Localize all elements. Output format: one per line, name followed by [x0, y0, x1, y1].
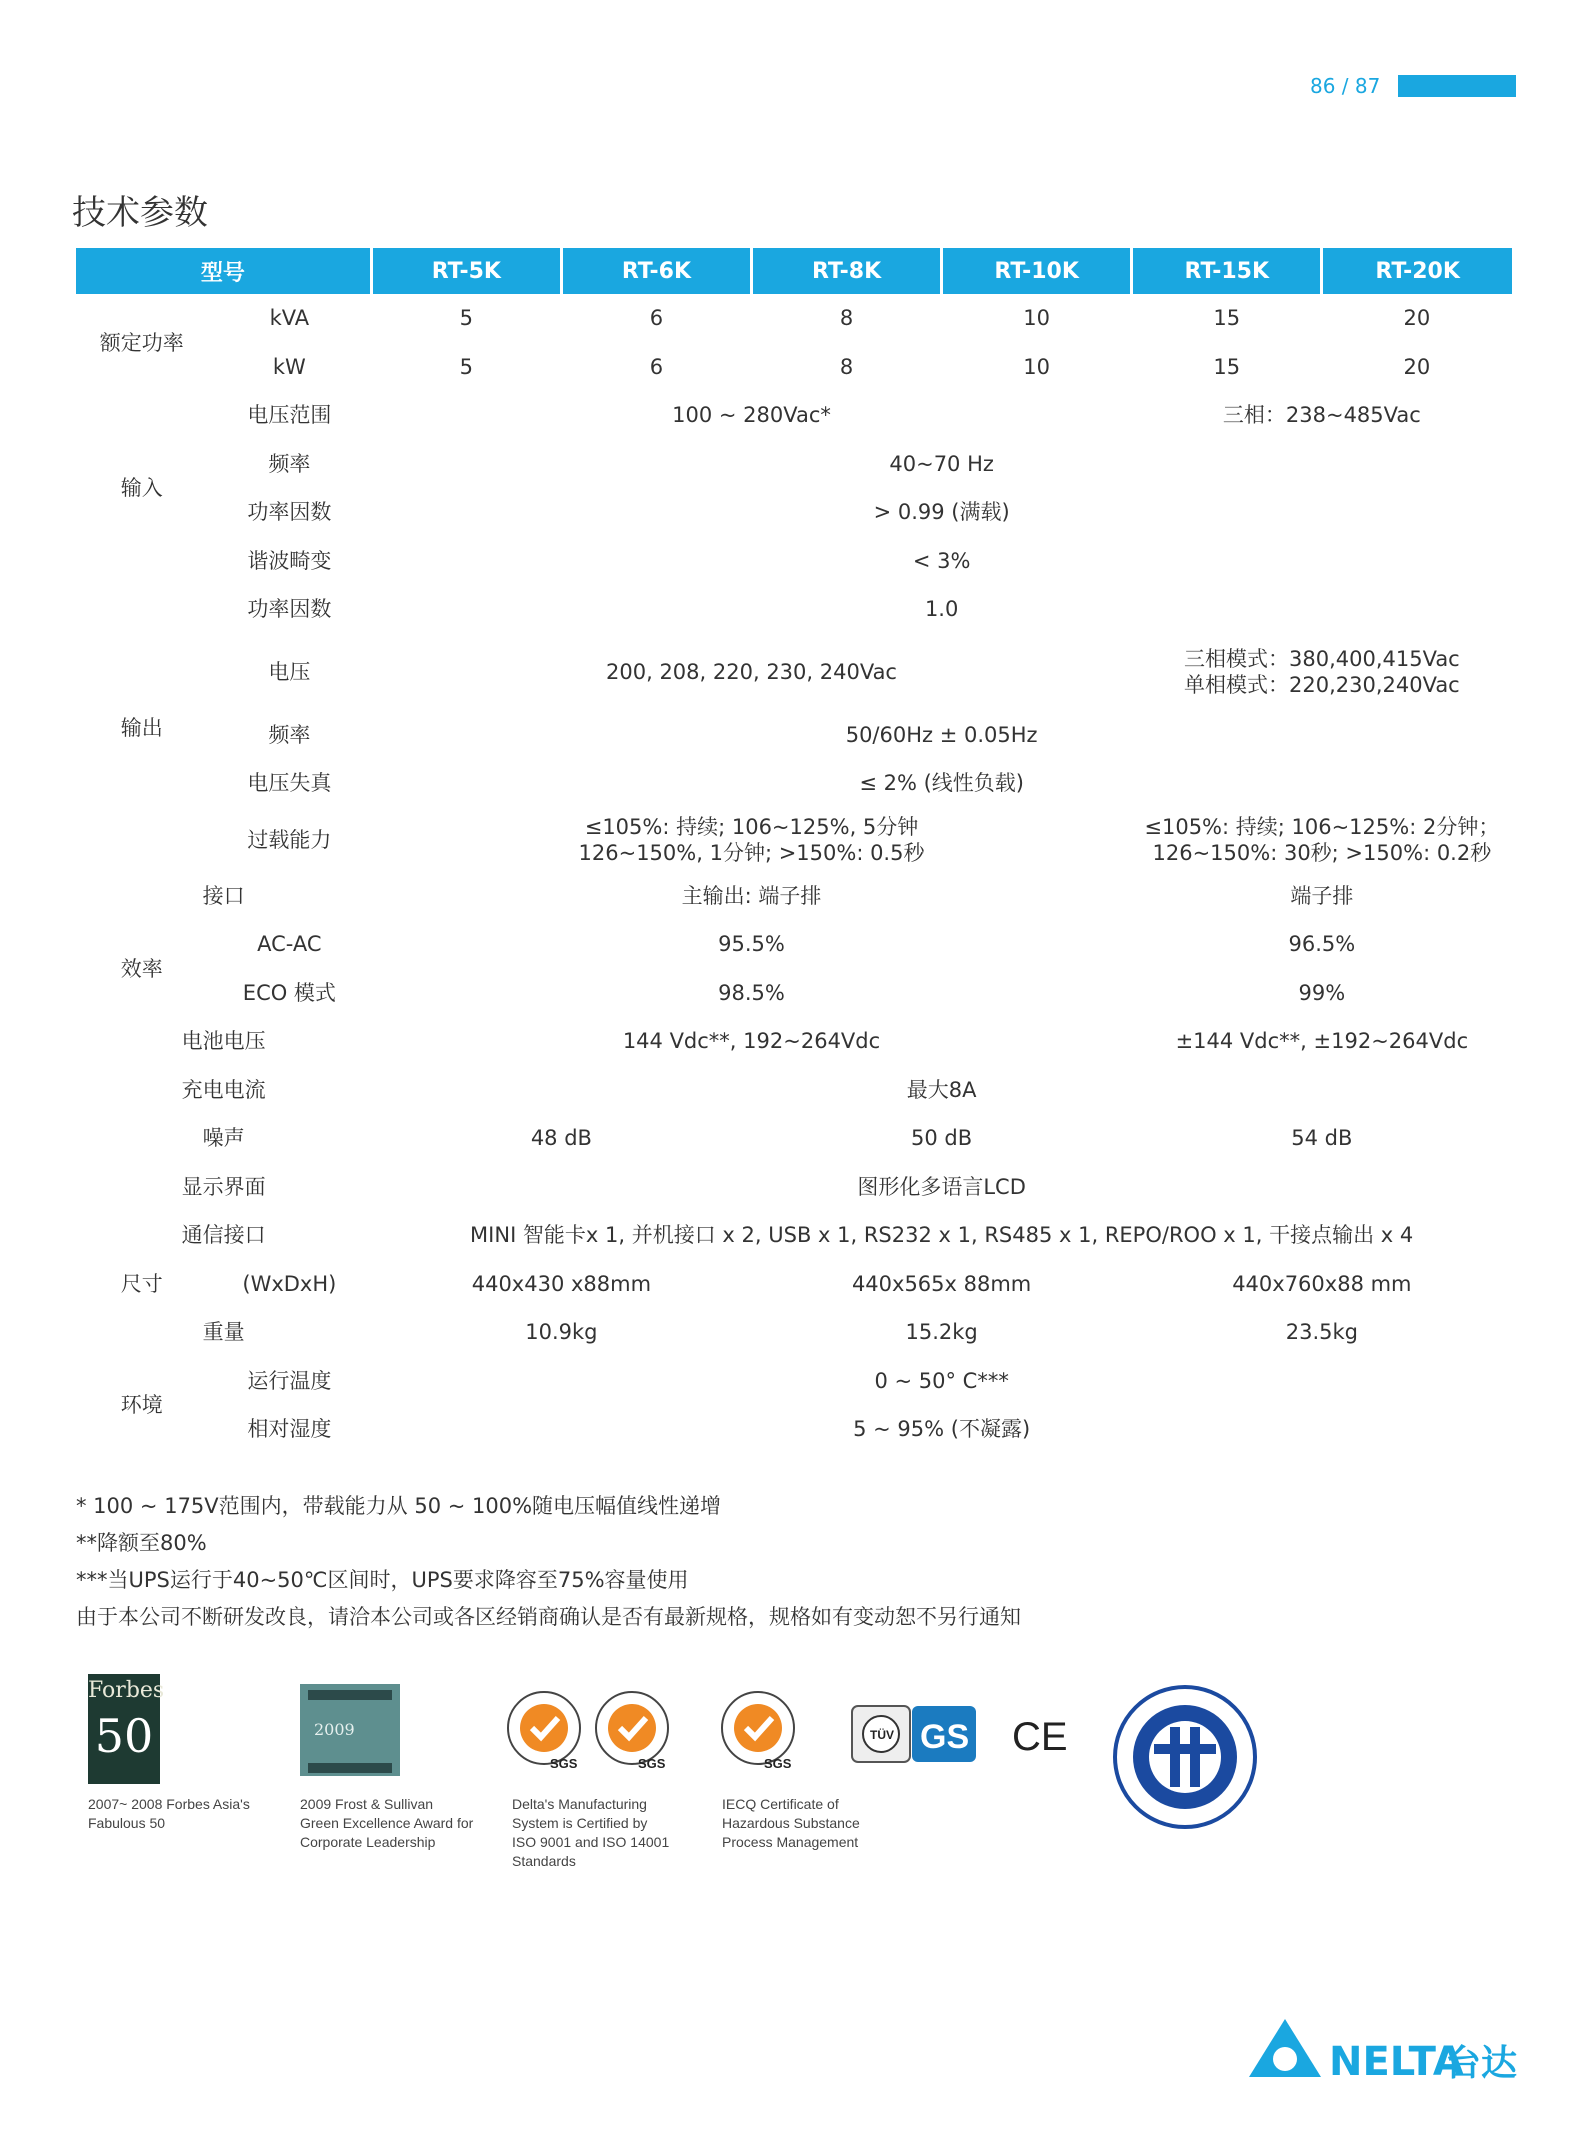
category-size: 尺寸 — [120, 1271, 163, 1296]
sgs-iso14001-icon — [508, 1692, 580, 1770]
sgs-iso-logos — [506, 1690, 676, 1770]
cell-line: 三相模式：380,400,415Vac — [1183, 647, 1460, 671]
cell: MINI 智能卡x 1, 并机接口 x 2, USB x 1, RS232 x 1, RS485 x 1, REPO/ROO x 1, 干接点输出 x 4 — [470, 1223, 1414, 1248]
footnote: ***当UPS运行于40~50℃区间时，UPS要求降容至75%容量使用 — [76, 1568, 689, 1592]
table-row — [76, 1163, 1512, 1212]
tuv-gs-ce-logos — [850, 1700, 1070, 1770]
row-label-voltage-range: 电压范围 — [247, 403, 332, 428]
table-row — [76, 1114, 1512, 1163]
svg-text:NELTA: NELTA — [1329, 2039, 1464, 2085]
cell: ≤ 2% (线性负载) — [859, 771, 1024, 796]
cell: 10 — [1023, 354, 1051, 379]
cell: 20 — [1403, 306, 1431, 331]
table-row — [76, 1260, 1512, 1309]
sgs-iecq-logo — [720, 1690, 802, 1770]
cell: 6 — [649, 354, 664, 379]
cell: < 3% — [912, 548, 971, 573]
cell: 144 Vdc**, 192~264Vdc — [622, 1029, 881, 1054]
gs-icon — [912, 1706, 976, 1762]
iso-caption: Delta's Manufacturing System is Certified by ISO 9001 and ISO 14001 Standards — [512, 1796, 670, 1869]
cell: 99% — [1298, 980, 1346, 1005]
cell: 10.9kg — [525, 1320, 598, 1345]
cell: 440x565x 88mm — [851, 1271, 1032, 1296]
row-label-input-frequency: 频率 — [268, 451, 311, 476]
row-label-display: 显示界面 — [181, 1174, 266, 1199]
cell: 96.5% — [1288, 932, 1356, 957]
table-row — [76, 872, 1512, 921]
iecq-caption: IECQ Certificate of Hazardous Substance Process Management — [722, 1796, 860, 1850]
cell: 10 — [1023, 306, 1051, 331]
cell: 三相：238~485Vac — [1222, 403, 1421, 428]
cell: 5 — [459, 354, 474, 379]
header-rt20k: RT-20K — [1322, 248, 1512, 294]
row-label-temp: 运行温度 — [247, 1368, 332, 1393]
cell: 23.5kg — [1285, 1320, 1358, 1345]
table-header-row — [76, 248, 1512, 294]
cell: 440x430 x88mm — [471, 1271, 652, 1296]
category-environment: 环境 — [120, 1393, 163, 1417]
cell: 50/60Hz ± 0.05Hz — [845, 722, 1038, 747]
row-label-weight: 重量 — [202, 1320, 245, 1345]
table-row — [76, 759, 1512, 808]
footnotes — [76, 1488, 1021, 1636]
row-label-size-dims: (WxDxH) — [242, 1271, 337, 1296]
table-row — [76, 1405, 1512, 1454]
cell: 200, 208, 220, 230, 240Vac — [606, 660, 897, 684]
table-row — [76, 343, 1512, 392]
cell: 40~70 Hz — [889, 451, 994, 476]
cell: 0 ~ 50° C*** — [874, 1368, 1009, 1393]
row-label-noise: 噪声 — [202, 1126, 245, 1151]
cell-line: 单相模式：220,230,240Vac — [1183, 673, 1460, 697]
table-row — [76, 537, 1512, 586]
row-label-input-pf: 功率因数 — [247, 500, 332, 525]
row-label-acac: AC-AC — [257, 932, 322, 957]
cell: 5 ~ 95% (不凝露) — [853, 1417, 1031, 1442]
row-label-overload: 过载能力 — [247, 827, 332, 852]
table-row — [76, 920, 1512, 969]
category-output: 输出 — [120, 716, 163, 741]
table-row — [76, 294, 1512, 343]
svg-text:SGS: SGS — [764, 1756, 792, 1770]
category-input: 输入 — [120, 476, 163, 500]
table-row — [76, 1066, 1512, 1115]
footnote: 由于本公司不断研发改良，请洽本公司或各区经销商确认是否有最新规格，规格如有变动恕不另行通知 — [76, 1605, 1021, 1629]
cell-line: 126~150%, 1分钟; >150%: 0.5秒 — [578, 840, 925, 865]
cell: 1.0 — [924, 597, 959, 622]
sgs-iecq-icon — [722, 1692, 794, 1770]
cell: 20 — [1403, 354, 1431, 379]
table-row — [76, 711, 1512, 760]
cell: 8 — [839, 306, 854, 331]
spec-table — [76, 248, 1512, 1454]
table-row — [76, 808, 1512, 872]
energy-conservation-logo — [1110, 1682, 1260, 1832]
cell: 95.5% — [718, 932, 785, 957]
cell: 15 — [1213, 306, 1241, 331]
table-row — [76, 1357, 1512, 1406]
sgs-iso9001-icon — [596, 1692, 668, 1770]
cell: 端子排 — [1290, 883, 1354, 908]
table-row — [76, 1211, 1512, 1260]
category-efficiency: 效率 — [120, 956, 163, 981]
category-rated-power: 额定功率 — [99, 330, 184, 355]
row-label-comm: 通信接口 — [181, 1223, 266, 1248]
row-label-eco: ECO 模式 — [242, 980, 336, 1005]
page-number: 86 / 87 — [1310, 74, 1381, 98]
svg-text:GS: GS — [920, 1718, 970, 1756]
cell: 8 — [839, 354, 854, 379]
forbes-caption: 2007~ 2008 Forbes Asia's Fabulous 50 — [88, 1796, 250, 1831]
footnote: **降额至80% — [76, 1531, 207, 1555]
frost-caption: 2009 Frost & Sullivan Green Excellence Award for Corporate Leadership — [300, 1796, 474, 1850]
row-label-distortion: 电压失真 — [247, 771, 332, 796]
cell: 48 dB — [530, 1126, 592, 1151]
cell: 100 ~ 280Vac* — [672, 403, 831, 428]
cell: 主输出: 端子排 — [681, 883, 822, 908]
row-label-kw: kW — [272, 354, 306, 379]
row-label-output-frequency: 频率 — [268, 722, 311, 747]
table-row — [76, 969, 1512, 1018]
row-label-humidity: 相对湿度 — [247, 1417, 332, 1442]
page-accent-bar — [1398, 75, 1516, 97]
header-rt10k: RT-10K — [942, 248, 1132, 294]
cell: 5 — [459, 306, 474, 331]
cell: 6 — [649, 306, 664, 331]
row-label-thd: 谐波畸变 — [247, 548, 332, 573]
cell — [371, 808, 1131, 872]
header-rt6k: RT-6K — [561, 248, 751, 294]
table-row — [76, 1308, 1512, 1357]
cell: 54 dB — [1291, 1126, 1353, 1151]
cell-line: ≤105%: 持续; 106~125%, 5分钟 — [584, 814, 919, 839]
row-label-charge-current: 充电电流 — [181, 1077, 266, 1102]
table-row — [76, 488, 1512, 537]
footnote: * 100 ~ 175V范围内，带载能力从 50 ~ 100%随电压幅值线性递增 — [76, 1494, 722, 1518]
cell: 50 dB — [911, 1126, 973, 1151]
cell: 最大8A — [906, 1077, 977, 1102]
cell: 15.2kg — [905, 1320, 978, 1345]
row-label-output-pf: 功率因数 — [247, 597, 332, 622]
table-row — [76, 634, 1512, 711]
svg-text:SGS: SGS — [550, 1756, 578, 1770]
page-title: 技术参数 — [72, 193, 208, 233]
cell — [1132, 808, 1512, 872]
ce-mark-icon: CE — [1012, 1715, 1068, 1759]
row-label-interface: 接口 — [202, 883, 245, 908]
delta-logo — [1245, 2015, 1525, 2085]
svg-text:台达: 台达 — [1445, 2043, 1518, 2084]
cell: > 0.99 (满载) — [873, 500, 1010, 525]
header-model: 型号 — [76, 248, 371, 294]
table-row — [76, 585, 1512, 634]
tuv-icon — [852, 1706, 910, 1762]
cell: ±144 Vdc**, ±192~264Vdc — [1175, 1029, 1469, 1054]
table-row — [76, 1017, 1512, 1066]
row-label-output-voltage: 电压 — [268, 660, 311, 684]
cell: 98.5% — [718, 980, 785, 1005]
header-rt15k: RT-15K — [1132, 248, 1322, 294]
row-label-kva: kVA — [269, 306, 310, 331]
table-row — [76, 391, 1512, 440]
frost-sullivan-logo: 2009 — [300, 1684, 400, 1776]
row-label-battery-voltage: 电池电压 — [181, 1029, 266, 1054]
header-rt8k: RT-8K — [752, 248, 942, 294]
cell-line: ≤105%: 持续; 106~125%: 2分钟； — [1144, 814, 1500, 839]
header-rt5k: RT-5K — [371, 248, 561, 294]
svg-text:TÜV: TÜV — [870, 1728, 894, 1742]
cell: 图形化多语言LCD — [857, 1174, 1026, 1199]
table-row — [76, 440, 1512, 489]
forbes-logo: Forbes 50 — [88, 1674, 160, 1784]
svg-text:SGS: SGS — [638, 1756, 666, 1770]
cell-line: 126~150%: 30秒; >150%: 0.2秒 — [1152, 840, 1492, 865]
cell — [1132, 634, 1512, 711]
cell: 15 — [1213, 354, 1241, 379]
cell: 440x760x88 mm — [1232, 1271, 1412, 1296]
